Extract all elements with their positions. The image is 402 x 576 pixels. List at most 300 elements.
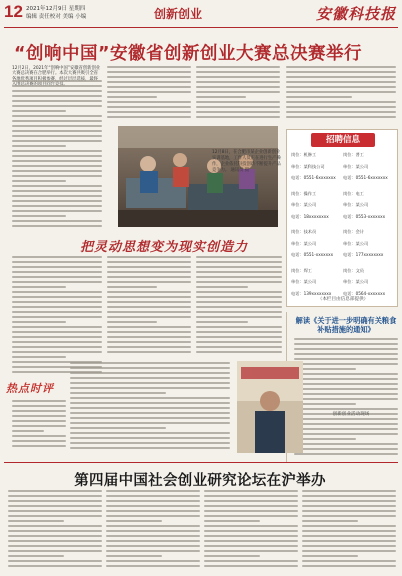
section-title: 创新创业 xyxy=(154,7,203,21)
text-line xyxy=(196,346,282,348)
job-listing-left: 单位：某科技公司 xyxy=(291,163,325,169)
text-line xyxy=(196,286,248,288)
text-line xyxy=(196,301,282,303)
text-line xyxy=(70,417,230,419)
text-line xyxy=(196,331,282,333)
text-line xyxy=(107,326,191,328)
text-line xyxy=(294,368,356,370)
text-line xyxy=(196,276,282,278)
text-line xyxy=(8,545,102,547)
job-listing-right: 单位：某公司 xyxy=(343,279,369,284)
text-line xyxy=(12,326,102,328)
text-line xyxy=(12,410,66,412)
text-line xyxy=(196,71,280,73)
text-line xyxy=(8,515,102,517)
text-line xyxy=(12,341,102,343)
text-line xyxy=(8,555,64,557)
job-listing-right: 岗位：普工 xyxy=(343,152,364,157)
text-line xyxy=(107,71,191,73)
band-col5 xyxy=(12,400,66,454)
text-line xyxy=(294,383,398,385)
text-line xyxy=(12,215,66,217)
text-line xyxy=(294,428,398,430)
job-listing-row xyxy=(291,229,395,235)
main-headline: “创响中国”安徽省创新创业大赛总决赛举行 xyxy=(14,44,363,64)
text-line xyxy=(106,505,200,507)
job-listing-row xyxy=(291,268,395,274)
text-line xyxy=(70,397,230,399)
article2-col1 xyxy=(8,490,102,572)
text-line xyxy=(294,348,398,350)
text-line xyxy=(12,271,102,273)
text-line xyxy=(302,490,396,492)
text-line xyxy=(70,432,230,434)
text-line xyxy=(294,358,398,360)
text-line xyxy=(8,490,102,492)
text-line xyxy=(12,135,102,137)
text-line xyxy=(106,540,200,542)
text-line xyxy=(286,66,396,68)
text-line xyxy=(286,76,396,78)
text-line xyxy=(12,281,102,283)
text-line xyxy=(107,291,191,293)
text-line xyxy=(106,520,162,522)
text-line xyxy=(302,550,396,552)
text-line xyxy=(8,525,102,527)
text-line xyxy=(107,311,191,313)
text-line xyxy=(302,555,358,557)
text-line xyxy=(107,86,191,88)
text-line xyxy=(70,367,230,369)
text-line xyxy=(107,276,191,278)
text-line xyxy=(12,425,66,427)
text-line xyxy=(302,505,396,507)
job-listing-right: 岗位：电工 xyxy=(343,190,364,196)
text-line xyxy=(196,96,246,98)
text-line xyxy=(286,106,396,108)
text-line xyxy=(70,427,166,429)
text-line xyxy=(196,311,282,313)
text-line xyxy=(12,356,66,358)
text-line xyxy=(196,296,282,298)
job-listing-row xyxy=(291,241,395,247)
text-line xyxy=(12,306,102,308)
text-line xyxy=(204,530,298,532)
text-line xyxy=(106,510,200,512)
text-line xyxy=(204,490,298,492)
text-line xyxy=(196,116,280,118)
text-line xyxy=(204,525,298,527)
text-line xyxy=(12,316,102,318)
text-line xyxy=(204,560,298,562)
text-line xyxy=(12,296,102,298)
text-line xyxy=(302,565,396,567)
text-line xyxy=(204,540,298,542)
job-listing-right: 岗位：文员 xyxy=(343,267,364,273)
text-line xyxy=(294,443,398,445)
text-line xyxy=(107,266,191,268)
text-line xyxy=(302,495,396,497)
text-line xyxy=(286,116,396,118)
text-line xyxy=(107,81,191,83)
text-line xyxy=(12,105,102,107)
text-line xyxy=(302,500,396,502)
text-line xyxy=(106,535,200,537)
right-article-title: 解读《关于进一步明确有关粮食补贴措施的通知》 xyxy=(295,316,397,334)
text-line xyxy=(106,515,200,517)
text-line xyxy=(12,80,102,82)
text-line xyxy=(204,565,298,567)
text-line xyxy=(286,71,396,73)
text-line xyxy=(107,316,191,318)
job-listing-left: 电话：0551-6xxxxxxx xyxy=(291,175,336,180)
text-line xyxy=(106,500,200,502)
text-line xyxy=(107,106,191,108)
text-line xyxy=(12,150,102,152)
text-line xyxy=(70,387,230,389)
job-listing-row xyxy=(291,164,395,170)
text-line xyxy=(294,338,398,340)
job-listing-left: 岗位：操作工 xyxy=(291,190,317,196)
text-line xyxy=(286,91,396,93)
text-line xyxy=(294,378,398,380)
hot-topic-label: 热点时评 xyxy=(6,382,54,395)
text-line xyxy=(294,408,398,410)
text-line xyxy=(204,505,298,507)
text-line xyxy=(12,286,66,288)
text-line xyxy=(294,388,398,390)
text-line xyxy=(12,125,102,127)
issue-date: 2021年12月9日 星期四 xyxy=(26,6,86,12)
text-line xyxy=(204,545,298,547)
text-line xyxy=(286,101,396,103)
text-line xyxy=(8,530,102,532)
text-line xyxy=(107,346,191,348)
text-line xyxy=(196,111,280,113)
text-line xyxy=(12,346,102,348)
text-line xyxy=(106,555,162,557)
text-line xyxy=(294,403,356,405)
text-line xyxy=(196,281,282,283)
text-line xyxy=(302,515,396,517)
text-line xyxy=(70,362,230,364)
text-line xyxy=(12,170,102,172)
text-line xyxy=(107,66,191,68)
article1-col3 xyxy=(196,66,280,122)
job-listing-left: 岗位：技术员 xyxy=(291,229,317,234)
text-line xyxy=(12,266,102,268)
text-line xyxy=(12,331,102,333)
text-line xyxy=(196,101,280,103)
text-line xyxy=(12,311,102,313)
text-line xyxy=(196,261,282,263)
text-line xyxy=(107,111,191,113)
text-line xyxy=(12,95,102,97)
text-line xyxy=(196,91,280,93)
text-line xyxy=(70,402,230,404)
article1-lead-text: 12月2日，2021年“创响中国”安徽省创新创业大赛总决赛在合肥举行。本次大赛共吸引全省 xyxy=(12,66,101,77)
text-line xyxy=(294,373,398,375)
text-line xyxy=(12,220,102,222)
job-listing-right: 单位：某公司 xyxy=(343,163,369,169)
text-line xyxy=(106,495,200,497)
text-line xyxy=(302,525,396,527)
text-line xyxy=(196,306,282,308)
text-line xyxy=(204,515,298,517)
job-listings-box xyxy=(286,129,398,307)
text-line xyxy=(196,256,282,258)
text-line xyxy=(70,392,166,394)
text-line xyxy=(12,90,102,92)
text-line xyxy=(286,81,396,83)
job-listing-right: 单位：某公司 xyxy=(343,202,369,207)
text-line xyxy=(12,276,102,278)
text-line xyxy=(204,500,298,502)
job-listing-left: 岗位：机修工 xyxy=(291,152,317,157)
text-line xyxy=(8,565,102,567)
job-listing-row xyxy=(291,175,395,181)
job-listing-left: 单位：某公司 xyxy=(291,240,317,246)
event-photo xyxy=(237,361,303,453)
text-line xyxy=(106,565,200,567)
text-line xyxy=(106,525,200,527)
text-line xyxy=(12,205,102,207)
text-line xyxy=(12,225,102,227)
workers-in-factory-photo xyxy=(118,126,278,227)
text-line xyxy=(107,331,191,333)
text-line xyxy=(70,422,230,424)
job-listings-footer: （本栏目由信息部提供） xyxy=(317,297,369,302)
text-line xyxy=(286,96,352,98)
masthead-logo: 安徽科技报 xyxy=(315,5,396,23)
text-line xyxy=(12,165,102,167)
text-line xyxy=(70,382,230,384)
text-line xyxy=(70,412,230,414)
section-divider xyxy=(4,462,398,463)
band-col4 xyxy=(70,362,230,454)
text-line xyxy=(196,76,280,78)
text-line xyxy=(12,145,66,147)
text-line xyxy=(107,76,191,78)
text-line xyxy=(70,372,230,374)
article2-col4 xyxy=(302,490,396,572)
text-line xyxy=(12,420,66,422)
text-line xyxy=(107,296,191,298)
text-line xyxy=(106,530,200,532)
article1-col2 xyxy=(107,66,191,122)
text-line xyxy=(12,291,102,293)
text-line xyxy=(8,505,102,507)
job-listing-left: 电话：18xxxxxxxx xyxy=(291,213,329,219)
text-line xyxy=(107,306,191,308)
text-line xyxy=(70,407,230,409)
text-line xyxy=(196,271,282,273)
text-line xyxy=(106,490,200,492)
text-line xyxy=(8,520,64,522)
text-line xyxy=(196,341,282,343)
text-line xyxy=(12,210,102,212)
text-line xyxy=(107,271,191,273)
text-line xyxy=(8,540,102,542)
text-line xyxy=(294,438,356,440)
text-line xyxy=(12,440,66,442)
text-line xyxy=(70,377,230,379)
text-line xyxy=(294,398,398,400)
text-line xyxy=(12,180,66,182)
text-line xyxy=(106,550,200,552)
text-line xyxy=(106,560,200,562)
job-listing-left: 电话：139xxxxxxxx xyxy=(291,290,332,296)
text-line xyxy=(12,100,102,102)
text-line xyxy=(294,343,398,345)
article1-col4 xyxy=(286,66,396,122)
text-line xyxy=(302,535,396,537)
text-line xyxy=(107,281,191,283)
text-line xyxy=(196,326,282,328)
text-line xyxy=(70,437,230,439)
band-col1 xyxy=(12,256,102,376)
text-line xyxy=(107,96,157,98)
text-line xyxy=(302,545,396,547)
text-line xyxy=(294,433,398,435)
photo-caption: 12月8日，在合肥市某企业创新创业实训基地，工作人员正在进行生产操作，企业依托科技创新不断提升产品竞争力。 通讯员 摄 xyxy=(212,150,281,173)
text-line xyxy=(12,430,44,432)
text-line xyxy=(196,291,282,293)
text-line xyxy=(107,261,191,263)
text-line xyxy=(196,66,280,68)
text-line xyxy=(107,256,191,258)
job-listing-row xyxy=(291,252,395,258)
text-line xyxy=(302,530,396,532)
text-line xyxy=(196,316,282,318)
text-line xyxy=(196,336,282,338)
text-line xyxy=(12,115,102,117)
text-line xyxy=(8,510,102,512)
text-line xyxy=(70,447,230,449)
text-line xyxy=(12,301,102,303)
text-line xyxy=(8,500,102,502)
text-line xyxy=(12,175,102,177)
page-number: 12 xyxy=(4,2,23,21)
text-line xyxy=(196,81,280,83)
text-line xyxy=(12,110,66,112)
text-line xyxy=(12,120,102,122)
second-headline: 第四届中国社会创业研究论坛在沪举办 xyxy=(74,473,326,489)
text-line xyxy=(286,111,396,113)
text-line xyxy=(12,200,102,202)
job-listing-row xyxy=(291,152,395,158)
text-line xyxy=(12,130,102,132)
text-line xyxy=(107,286,157,288)
text-line xyxy=(12,140,102,142)
text-line xyxy=(12,195,102,197)
band-col2 xyxy=(107,256,191,356)
text-line xyxy=(107,116,191,118)
text-line xyxy=(204,510,298,512)
text-line xyxy=(70,442,230,444)
text-line xyxy=(12,351,102,353)
job-listing-row xyxy=(291,214,395,220)
text-line xyxy=(204,550,298,552)
editor-line: 编辑 责任校对 美编 小编 xyxy=(26,14,87,20)
text-line xyxy=(12,400,66,402)
text-line xyxy=(294,363,398,365)
text-line xyxy=(12,190,102,192)
band-col3 xyxy=(196,256,282,356)
job-listings-title: 招聘信息 xyxy=(311,133,375,147)
text-line xyxy=(12,445,66,447)
text-line xyxy=(12,155,102,157)
text-line xyxy=(12,85,102,87)
page-header xyxy=(4,2,398,28)
text-line xyxy=(8,550,102,552)
text-line xyxy=(294,393,398,395)
text-line xyxy=(302,520,358,522)
text-line xyxy=(196,86,280,88)
text-line xyxy=(196,351,282,353)
text-line xyxy=(12,405,66,407)
job-listing-right: 单位：某公司 xyxy=(343,240,369,246)
text-line xyxy=(8,495,102,497)
job-listing-row xyxy=(291,279,395,285)
text-line xyxy=(196,266,282,268)
text-line xyxy=(12,160,102,162)
text-line xyxy=(302,560,396,562)
text-line xyxy=(204,495,298,497)
text-line xyxy=(12,261,102,263)
text-line xyxy=(107,101,191,103)
text-line xyxy=(107,91,191,93)
text-line xyxy=(8,560,102,562)
text-line xyxy=(12,256,102,258)
text-line xyxy=(12,321,66,323)
text-line xyxy=(12,185,102,187)
job-listing-right: 电话：177xxxxxxxx xyxy=(343,252,384,257)
article1-lead xyxy=(12,66,102,77)
text-line xyxy=(294,448,398,450)
text-line xyxy=(302,510,396,512)
text-line xyxy=(107,301,191,303)
job-listing-left: 单位：某公司 xyxy=(291,279,317,284)
article2-col2 xyxy=(106,490,200,572)
job-listing-right: 电话：0551-6xxxxxxx xyxy=(343,175,388,180)
text-line xyxy=(204,535,298,537)
job-listing-left: 电话：0551-xxxxxxx xyxy=(291,252,334,257)
text-line xyxy=(107,351,191,353)
job-listing-row xyxy=(291,202,395,208)
job-listing-right: 岗位：会计 xyxy=(343,229,364,234)
text-line xyxy=(8,535,102,537)
job-listing-right: 电话：0564-xxxxxxx xyxy=(343,290,386,296)
text-line xyxy=(12,415,66,417)
text-line xyxy=(106,545,200,547)
text-line xyxy=(196,321,248,323)
text-line xyxy=(294,453,398,455)
right-article-body xyxy=(294,338,398,456)
job-listing-left: 单位：某公司 xyxy=(291,202,317,207)
band-headline: 把灵动思想变为现实创造力 xyxy=(79,240,248,255)
job-listing-row xyxy=(291,191,395,197)
text-line xyxy=(302,540,396,542)
text-line xyxy=(12,435,66,437)
text-line xyxy=(294,423,398,425)
text-line xyxy=(196,106,280,108)
article1-col1 xyxy=(12,80,102,230)
text-line xyxy=(107,336,191,338)
article2-col3 xyxy=(204,490,298,572)
text-line xyxy=(294,353,398,355)
job-listing-left: 岗位：焊工 xyxy=(291,267,312,273)
